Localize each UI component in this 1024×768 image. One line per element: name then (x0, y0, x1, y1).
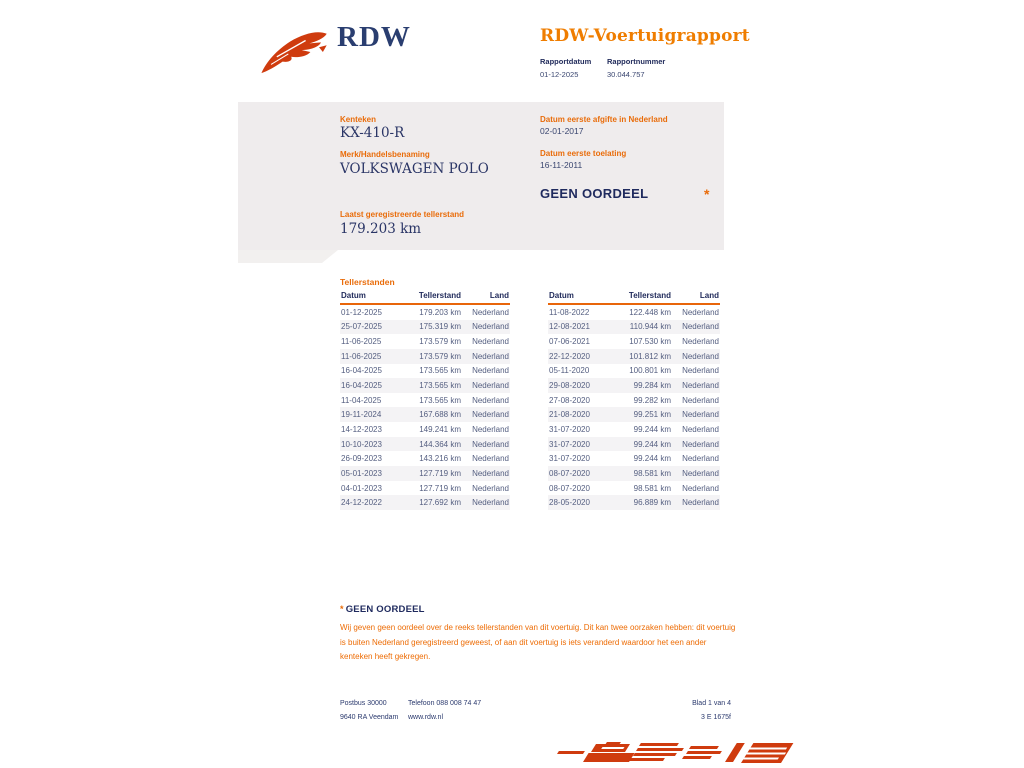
cell-land: Nederland (472, 307, 509, 317)
column-header-land: Land (699, 291, 719, 300)
cell-land: Nederland (682, 498, 719, 508)
merk-value: VOLKSWAGEN POLO (340, 161, 489, 177)
cell-land: Nederland (682, 424, 719, 434)
cell-datum: 08-07-2020 (549, 483, 590, 493)
table-row (340, 451, 510, 466)
table-body (340, 305, 510, 510)
footnote-body: Wij geven geen oordeel over de reeks tellerstanden van dit voertuig. Dit kan twee oorzaken hebben: dit voertuig is buiten Nederland geregistreerd geweest, of aan dit voertuig is iets veranderd waardoor het een ander kenteken heeft gekregen. (340, 623, 736, 661)
footer-form-code: 3 E 1675f (701, 714, 731, 721)
table-row (548, 364, 720, 379)
cell-tellerstand: 179.203 km (419, 307, 461, 317)
column-header-datum: Datum (341, 291, 366, 300)
table-row (340, 422, 510, 437)
cell-tellerstand: 98.581 km (633, 483, 671, 493)
footer-phone: Telefoon 088 008 74 47 (408, 700, 482, 707)
cell-land: Nederland (682, 337, 719, 347)
table-row (340, 364, 510, 379)
cell-datum: 31-07-2020 (549, 454, 590, 464)
footnote-heading (340, 604, 740, 615)
cell-land: Nederland (472, 381, 509, 391)
cell-datum: 22-12-2020 (549, 351, 590, 361)
toelating-value: 16-11-2011 (540, 160, 583, 170)
cell-datum: 11-04-2025 (341, 395, 382, 405)
cell-land: Nederland (472, 439, 509, 449)
cell-land: Nederland (472, 424, 509, 434)
cell-datum: 05-01-2023 (341, 468, 382, 478)
report-number-value: 30.044.757 (607, 70, 645, 79)
afgifte-value: 02-01-2017 (540, 126, 584, 136)
table-row (340, 320, 510, 335)
cell-datum: 07-06-2021 (549, 337, 590, 347)
table-row (548, 451, 720, 466)
table-row (340, 393, 510, 408)
merk-label: Merk/Handelsbenaming (340, 150, 430, 159)
cell-tellerstand: 99.251 km (633, 410, 671, 420)
column-header-tellerstand: Tellerstand (418, 291, 461, 300)
table-row (548, 305, 720, 320)
table-header (548, 291, 720, 305)
cell-tellerstand: 99.244 km (633, 454, 671, 464)
table-row (548, 349, 720, 364)
cell-datum: 01-12-2025 (341, 307, 382, 317)
cell-tellerstand: 99.284 km (633, 381, 671, 391)
footnote-asterisk: * (340, 604, 344, 614)
footer-website: www.rdw.nl (408, 714, 444, 721)
cell-tellerstand: 173.579 km (419, 337, 461, 347)
cell-datum: 08-07-2020 (549, 468, 590, 478)
cell-tellerstand: 96.889 km (633, 498, 671, 508)
table-row (548, 407, 720, 422)
table-row (548, 466, 720, 481)
cell-land: Nederland (682, 366, 719, 376)
cell-tellerstand: 173.565 km (419, 366, 461, 376)
cell-datum: 16-04-2025 (341, 366, 382, 376)
rdw-feather-icon (258, 28, 334, 76)
table-row (548, 495, 720, 510)
footnote-heading-text: GEEN OORDEEL (345, 604, 425, 615)
cell-land: Nederland (472, 410, 509, 420)
tellerstanden-table-right (548, 291, 720, 510)
footnote-section (340, 604, 740, 665)
cell-datum: 24-12-2022 (341, 498, 382, 508)
table-row (340, 466, 510, 481)
cell-datum: 26-09-2023 (341, 454, 382, 464)
report-number-label: Rapportnummer (607, 57, 666, 66)
toelating-label: Datum eerste toelating (540, 149, 627, 158)
cell-land: Nederland (472, 468, 509, 478)
column-header-tellerstand: Tellerstand (628, 291, 671, 300)
cell-land: Nederland (682, 351, 719, 361)
table-row (548, 393, 720, 408)
cell-tellerstand: 149.241 km (419, 424, 461, 434)
kenteken-value: KX-410-R (340, 125, 405, 141)
summary-panel-tab-decoration (238, 250, 338, 263)
cell-land: Nederland (682, 454, 719, 464)
cell-tellerstand: 144.364 km (419, 439, 461, 449)
tellerstanden-section-title: Tellerstanden (340, 277, 395, 287)
cell-datum: 10-10-2023 (341, 439, 382, 449)
cell-land: Nederland (682, 410, 719, 420)
cell-datum: 27-08-2020 (549, 395, 590, 405)
cell-tellerstand: 127.692 km (419, 498, 461, 508)
table-row (340, 305, 510, 320)
table-row (548, 481, 720, 496)
cell-land: Nederland (682, 322, 719, 332)
table-row (548, 334, 720, 349)
table-row (340, 495, 510, 510)
table-row (340, 481, 510, 496)
speed-stripes-graphic (543, 742, 795, 768)
cell-tellerstand: 101.812 km (629, 351, 671, 361)
cell-datum: 12-08-2021 (549, 322, 590, 332)
cell-land: Nederland (472, 483, 509, 493)
cell-datum: 31-07-2020 (549, 439, 590, 449)
table-body (548, 305, 720, 510)
tellerstanden-table-left (340, 291, 510, 510)
table-header (340, 291, 510, 305)
cell-datum: 21-08-2020 (549, 410, 590, 420)
table-row (340, 349, 510, 364)
cell-datum: 29-08-2020 (549, 381, 590, 391)
oordeel-asterisk: * (704, 186, 710, 202)
footer-page-indicator: Blad 1 van 4 (692, 700, 731, 707)
cell-land: Nederland (682, 381, 719, 391)
column-header-datum: Datum (549, 291, 574, 300)
cell-datum: 11-06-2025 (341, 351, 382, 361)
cell-land: Nederland (472, 454, 509, 464)
cell-land: Nederland (682, 307, 719, 317)
vehicle-summary-panel (238, 102, 724, 250)
cell-land: Nederland (682, 468, 719, 478)
cell-datum: 31-07-2020 (549, 424, 590, 434)
kenteken-label: Kenteken (340, 115, 377, 124)
cell-tellerstand: 122.448 km (629, 307, 671, 317)
cell-tellerstand: 167.688 km (419, 410, 461, 420)
table-row (548, 422, 720, 437)
cell-tellerstand: 175.319 km (419, 322, 461, 332)
table-row (340, 407, 510, 422)
cell-land: Nederland (682, 439, 719, 449)
cell-tellerstand: 110.944 km (629, 322, 671, 332)
cell-datum: 05-11-2020 (549, 366, 590, 376)
cell-tellerstand: 99.282 km (633, 395, 671, 405)
footer-address-line2: 9640 RA Veendam (340, 714, 399, 721)
cell-land: Nederland (472, 498, 509, 508)
cell-datum: 16-04-2025 (341, 381, 382, 391)
column-header-land: Land (489, 291, 509, 300)
table-row (548, 378, 720, 393)
cell-tellerstand: 99.244 km (633, 439, 671, 449)
cell-land: Nederland (472, 337, 509, 347)
cell-land: Nederland (472, 351, 509, 361)
cell-land: Nederland (682, 395, 719, 405)
table-row (340, 334, 510, 349)
table-row (548, 437, 720, 452)
oordeel-status: GEEN OORDEEL (540, 186, 649, 201)
cell-datum: 19-11-2024 (341, 410, 382, 420)
table-row (548, 320, 720, 335)
cell-datum: 11-06-2025 (341, 337, 382, 347)
logo-wordmark: RDW (337, 21, 411, 53)
table-row (340, 378, 510, 393)
cell-datum: 04-01-2023 (341, 483, 382, 493)
report-date-value: 01-12-2025 (540, 70, 579, 79)
cell-land: Nederland (472, 395, 509, 405)
cell-tellerstand: 143.216 km (419, 454, 461, 464)
cell-datum: 25-07-2025 (341, 322, 382, 332)
cell-tellerstand: 173.579 km (419, 351, 461, 361)
cell-land: Nederland (472, 366, 509, 376)
cell-tellerstand: 173.565 km (419, 381, 461, 391)
cell-tellerstand: 127.719 km (419, 468, 461, 478)
cell-datum: 11-08-2022 (549, 307, 590, 317)
report-date-label: Rapportdatum (540, 57, 592, 66)
cell-tellerstand: 127.719 km (419, 483, 461, 493)
cell-tellerstand: 98.581 km (633, 468, 671, 478)
cell-datum: 14-12-2023 (341, 424, 382, 434)
cell-datum: 28-05-2020 (549, 498, 590, 508)
cell-tellerstand: 100.801 km (629, 366, 671, 376)
cell-tellerstand: 107.530 km (629, 337, 671, 347)
tellerstand-value: 179.203 km (340, 221, 422, 237)
tellerstand-label: Laatst geregistreerde tellerstand (340, 210, 465, 219)
table-row (340, 437, 510, 452)
cell-land: Nederland (472, 322, 509, 332)
cell-tellerstand: 173.565 km (419, 395, 461, 405)
cell-land: Nederland (682, 483, 719, 493)
footer-address-line1: Postbus 30000 (340, 700, 387, 707)
afgifte-label: Datum eerste afgifte in Nederland (540, 115, 668, 124)
cell-tellerstand: 99.244 km (633, 424, 671, 434)
page-title: RDW-Voertuigrapport (540, 26, 750, 46)
